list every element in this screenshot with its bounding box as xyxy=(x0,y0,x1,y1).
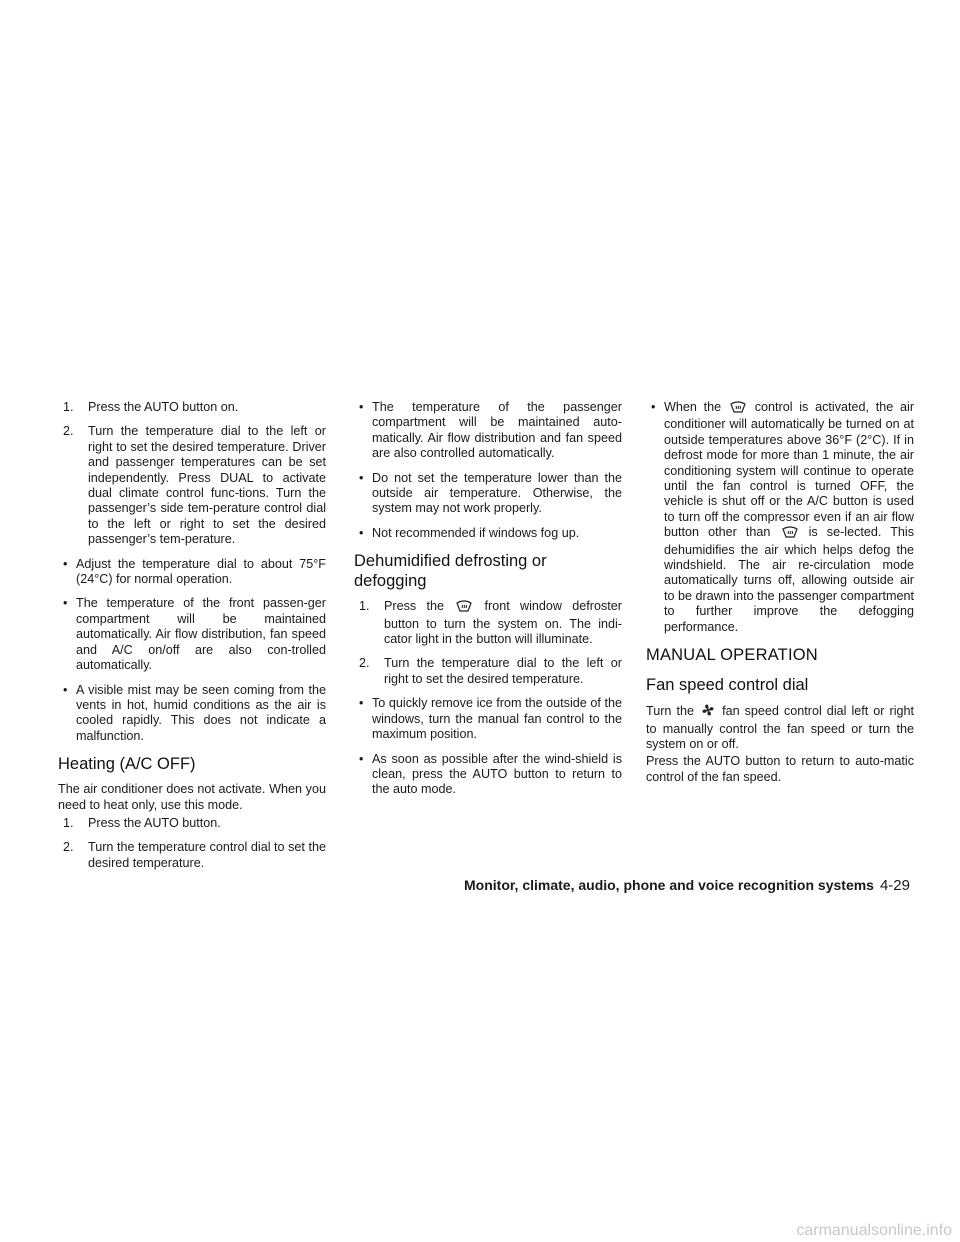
step-text: Press the AUTO button on. xyxy=(88,400,239,414)
list-item xyxy=(354,752,622,798)
step-text: Press the AUTO button. xyxy=(88,815,221,830)
step-number: 2. xyxy=(359,656,370,671)
step-text: Turn the temperature dial to the left or right to set the desired temperature. xyxy=(384,656,622,686)
front-defroster-icon xyxy=(782,526,798,542)
list-item xyxy=(58,840,326,871)
step-number: 2. xyxy=(63,840,74,855)
list-item xyxy=(58,683,326,745)
list-item xyxy=(354,526,622,541)
heating-intro: The air conditioner does not activate. When you need to heat only, use this mode. xyxy=(58,782,326,812)
fan-auto-paragraph: Press the AUTO button to return to auto-matic control of the fan speed. xyxy=(646,754,914,784)
list-item xyxy=(354,400,622,462)
list-item xyxy=(58,557,326,588)
bullet-marker: • xyxy=(651,400,656,414)
front-defroster-icon xyxy=(456,600,472,616)
bullet-marker: • xyxy=(359,470,364,485)
defrost-heading: Dehumidified defrosting or defogging xyxy=(354,552,547,591)
fan-text: Turn the xyxy=(646,704,694,719)
bullet-text: A visible mist may be seen coming from the vents in hot, humid conditions as the air is cooled rapidly. This does not indicate a malfunction. xyxy=(76,682,326,743)
bullet-text: Not recommended if windows fog up. xyxy=(372,525,580,540)
list-item xyxy=(354,656,622,687)
list-item xyxy=(58,400,326,415)
watermark: carmanualsonline.info xyxy=(796,1222,952,1239)
step-text: Press the xyxy=(384,599,444,614)
step-text: Turn the temperature dial to the left or right to set the desired temperature. Driver and passenger temperatures can be set independently. Press DUAL to activate dual climate control func-tions. Turn the passenger’s side tem-perature control dial to the left or right to set the desired passenger’s tem-perature. xyxy=(88,424,326,547)
bullet-marker: • xyxy=(359,400,364,414)
bullet-marker: • xyxy=(63,682,68,697)
page-footer xyxy=(430,877,910,894)
section-title: Monitor, climate, audio, phone and voice recognition systems xyxy=(464,877,874,893)
list-item xyxy=(354,599,622,647)
step-number: 2. xyxy=(63,424,74,439)
step-number: 1. xyxy=(359,599,370,614)
step-number: 1. xyxy=(63,815,74,830)
bullet-text: As soon as possible after the wind-shield is clean, press the AUTO button to return to the auto mode. xyxy=(372,751,622,797)
bullet-text: To quickly remove ice from the outside of the windows, turn the manual fan control to the maximum position. xyxy=(372,696,622,742)
bullet-marker: • xyxy=(359,696,364,711)
step-text: front window defroster button to turn the system on. The indi-cator light in the button will illuminate. xyxy=(384,599,622,647)
bullet-marker: • xyxy=(63,596,68,611)
list-item xyxy=(354,471,622,517)
column-left xyxy=(58,400,326,880)
bullet-text: When the xyxy=(664,400,722,414)
list-item xyxy=(58,424,326,547)
column-right xyxy=(646,400,914,787)
bullet-text: The temperature of the front passen-ger compartment will be maintained automatically. Air flow distribution, fan speed and A/C on/off are also con-trolled automatically. xyxy=(76,596,326,673)
step-text: Turn the temperature control dial to set the desired temperature. xyxy=(88,840,326,870)
heating-heading: Heating (A/C OFF) xyxy=(58,755,196,774)
bullet-text: is se-lected. This dehumidifies the air which helps defog the windshield. The air re-circulation mode automatically turns off, allowing outside air to be drawn into the passenger compartment to further improve the defogging performance. xyxy=(664,525,915,634)
bullet-marker: • xyxy=(359,525,364,540)
column-middle xyxy=(354,400,622,807)
list-item xyxy=(646,400,914,635)
fan-speed-heading: Fan speed control dial xyxy=(646,676,809,695)
list-item xyxy=(354,696,622,742)
bullet-marker: • xyxy=(359,751,364,766)
fan-text: fan speed control dial left or right to manually control the fan speed or turn the system on or off. xyxy=(646,704,915,751)
bullet-text: Do not set the temperature lower than the outside air temperature. Otherwise, the system may not work properly. xyxy=(372,470,622,516)
front-defroster-icon xyxy=(730,401,746,417)
list-item xyxy=(58,596,326,673)
fan-icon xyxy=(701,703,715,721)
bullet-text: Adjust the temperature dial to about 75°F (24°C) for normal operation. xyxy=(76,556,326,587)
bullet-text: control is activated, the air conditioner will automatically be turned on at outside temperatures above 36°F (2°C). If in defrost mode for more than 1 minute, the air conditioning system will continue to operate until the fan control is turned OFF, the vehicle is shut off or the A/C button is used to turn off the compressor even if an air flow button other than xyxy=(664,400,915,540)
bullet-text: The temperature of the passenger compartment will be maintained auto-matically. Air flow distribution and fan speed are also controlled automatically. xyxy=(372,400,622,461)
fan-paragraph xyxy=(646,703,914,752)
bullet-marker: • xyxy=(63,556,68,571)
page-number: 4-29 xyxy=(879,877,910,894)
step-number: 1. xyxy=(63,400,74,414)
list-item xyxy=(58,816,326,831)
manual-operation-heading: MANUAL OPERATION xyxy=(646,646,818,665)
